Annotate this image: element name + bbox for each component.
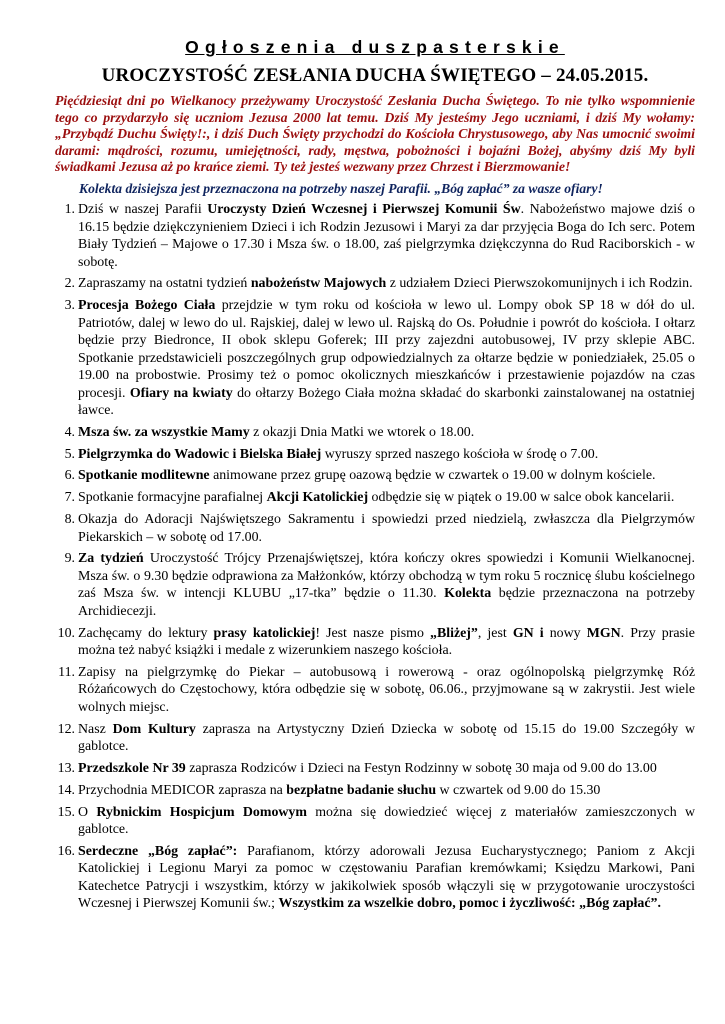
- item-text-bold: Spotkanie modlitewne: [78, 468, 210, 484]
- item-text: Zapraszamy na ostatni tydzień: [78, 276, 251, 292]
- item-text-bold: nabożeństw Majowych: [250, 276, 387, 292]
- bulletin-header: Ogłoszenia duszpasterskie: [185, 37, 565, 57]
- item-text: w czwartek od 9.00 do 15.30: [436, 782, 601, 798]
- item-text-bold: bezpłatne badanie słuchu: [286, 782, 437, 798]
- item-text: animowane przez grupę oazową będzie w czwartek o 19.00 w dolnym kościele.: [209, 468, 656, 484]
- item-number: 4.: [64, 424, 75, 440]
- item-text: O: [78, 804, 97, 820]
- item-text: zaprasza Rodziców i Dzieci na Festyn Rodzinny w sobotę 30 maja od 9.00 do 13.00: [185, 761, 657, 777]
- announcement-item: [55, 446, 695, 464]
- item-number: 16.: [57, 843, 75, 859]
- announcement-item: [55, 201, 695, 271]
- announcement-item: [55, 625, 695, 660]
- item-number: 13.: [57, 761, 75, 777]
- item-text: zaprasza na Artystyczny Dzień Dziecka w sobotę od 15.15 do 19.00 Szczegóły w gablotce.: [78, 721, 695, 755]
- item-text: z okazji Dnia Matki we wtorek o 18.00.: [249, 424, 475, 440]
- item-text: . Nabożeństwo majowe dziś o 16.15 będzie dziękczynieniem Dzieci i ich Rodzin Jezusowi i Maryi za dar przyjęcia Boga do Ich serc. Potem Biały Tydzień – Majowe o 17.30 i Msza św. o 18.00, zaś pielgrzymka dziękczynna do Rud Raciborskich - w sobotę.: [78, 202, 695, 270]
- intro-paragraph: Pięćdziesiąt dni po Wielkanocy przeżywamy Uroczystość Zesłania Ducha Świętego. To nie tylko wspomnienie tego co przydarzyło się uczniom Jezusa 2000 lat temu. Dziś My jesteśmy Jego uczniami, i dziś My wołamy: „Przybądź Duchu Święty!:, i dziś Duch Święty przychodzi do Kościoła Chrystusowego, aby Nas umocnić swoimi darami: mądrości, rozumu, umiejętności, rady, męstwa, pobożności i bojaźni Bożej, abyśmy dziś My byli świadkami Jezusa aż po krańce ziemi. Ty też jesteś wezwany przez Chrzest i Bierzmowanie!: [55, 93, 695, 174]
- item-text: Dziś w naszej Parafii: [78, 202, 208, 217]
- item-text: Przychodnia MEDICOR zaprasza na: [78, 782, 287, 798]
- item-text: można się dowiedzieć więcej z materiałów zamieszczonych w gablotce.: [78, 804, 695, 838]
- item-text-bold: GN i: [512, 625, 544, 641]
- announcement-item: [55, 843, 695, 913]
- item-text: nowy: [543, 625, 587, 641]
- item-number: 9.: [64, 551, 75, 567]
- item-text-bold: Kolekta: [444, 586, 492, 602]
- item-text-bold: Akcji Katolickiej: [266, 490, 369, 506]
- item-number: 12.: [57, 721, 75, 737]
- announcement-item: [55, 782, 695, 800]
- item-text: . Przy prasie można też nabyć książki i medale z wizerunkiem naszego kościoła.: [78, 625, 695, 659]
- bulletin-page: [55, 36, 695, 917]
- announcement-item: [55, 721, 695, 756]
- item-text: odbędzie się w piątek o 19.00 w salce obok kancelarii.: [368, 490, 675, 506]
- item-number: 2.: [64, 276, 75, 292]
- item-text: ! Jest nasze pismo: [315, 625, 431, 641]
- item-number: 11.: [58, 664, 75, 680]
- item-text: wyruszy sprzed naszego kościoła w środę o 7.00.: [321, 446, 599, 462]
- item-number: 5.: [64, 446, 75, 462]
- page-title: UROCZYSTOŚĆ ZESŁANIA DUCHA ŚWIĘTEGO – 24.05.2015.: [101, 65, 649, 86]
- announcement-item: [55, 550, 695, 620]
- item-text: z udziałem Dzieci Pierwszokomunijnych i ich Rodzin.: [386, 276, 693, 292]
- collection-note: Kolekta dzisiejsza jest przeznaczona na potrzeby naszej Parafii. „Bóg zapłać” za wasze ofiary!: [79, 180, 603, 196]
- item-number: 14.: [57, 782, 75, 798]
- announcement-item: [55, 467, 695, 485]
- announcement-item: [55, 297, 695, 420]
- item-text-bold: Procesja Bożego Ciała: [78, 298, 216, 314]
- item-text: , jest: [477, 625, 513, 641]
- item-text: będzie przeznaczona na potrzeby Archidiecezji.: [78, 586, 695, 619]
- item-text-bold: Przedszkole Nr 39: [78, 761, 186, 777]
- item-text: Uroczystość Trójcy Przenajświętszej, która kończy okres spowiedzi i Komunii Wielkanocnej. Msza św. o 9.30 będzie odprawiona za Małżonków, którzy obchodzą w tym roku 5 rocznicę ślubu kościelnego zaś Msza św. w intencji KLUBU „17-tka” będzie o 11.30.: [78, 551, 695, 602]
- item-number: 8.: [64, 512, 75, 528]
- item-text: do ołtarzy Bożego Ciała można składać do skarbonki zainstalowanej na ostatniej ławce.: [78, 385, 695, 419]
- item-number: 6.: [64, 468, 75, 484]
- announcement-item: [55, 760, 695, 778]
- item-text: Okazja do Adoracji Najświętszego Sakramentu i spowiedzi przed niedzielą, zwłaszcza dla Pielgrzymów Piekarskich – w sobotę od 17.00.: [78, 512, 695, 545]
- item-text-bold: Serdeczne „Bóg zapłać”:: [78, 843, 238, 859]
- item-number: 1.: [64, 202, 75, 217]
- item-number: 15.: [57, 804, 75, 820]
- item-text-bold: Pielgrzymka do Wadowic i Bielska Białej: [78, 446, 322, 462]
- item-text: Zapisy na pielgrzymkę do Piekar – autobusową i rowerową - oraz ogólnopolską pielgrzymkę Róż Różańcowych do Częstochowy, która odbędzie się w sobotę, 06.06., przyjmowane są w zakrystii. Jest wiele wolnych miejsc.: [78, 664, 695, 715]
- announcement-item: [55, 511, 695, 546]
- item-text-bold: Za tydzień: [78, 551, 144, 567]
- item-number: 3.: [64, 298, 75, 314]
- announcements-list: [55, 201, 695, 913]
- item-text-bold: Wszystkim za wszelkie dobro, pomoc i życzliwość: „Bóg zapłać”.: [278, 896, 661, 912]
- announcement-item: [55, 664, 695, 717]
- announcement-item: [55, 424, 695, 442]
- item-text: przejdzie w tym roku od kościoła w lewo ul. Lompy obok SP 18 w dół do ul. Patriotów, dalej w lewo do ul. Rajskiej, dalej w lewo ul. Rajską do Os. Południe i powrót do kościoła. I ołtarz będzie przy Biedronce, II obok sklepu Goferek; III przy zajezdni autobusowej, IV przy sklepie ABC. Spotkanie przedstawicieli poszczególnych grup odpowiedzialnych za ołtarze będzie w poniedziałek, 25.05 o 19.00 na probostwie. Prosimy też o pomoc okolicznych mieszkańców i przestawienie pojazdów na czas procesji.: [78, 298, 695, 401]
- item-number: 7.: [64, 490, 75, 506]
- item-text-bold: Uroczysty Dzień Wczesnej i Pierwszej Komunii Św: [207, 202, 521, 217]
- item-text-bold: Ofiary na kwiaty: [129, 385, 233, 401]
- announcement-item: [55, 489, 695, 507]
- item-text-bold: „Bliżej”: [430, 625, 478, 641]
- item-text: Zachęcamy do lektury: [78, 625, 214, 641]
- item-text-bold: prasy katolickiej: [213, 625, 316, 641]
- item-text-bold: MGN: [586, 625, 621, 641]
- item-text: Nasz: [78, 721, 113, 737]
- item-text-bold: Rybnickim Hospicjum Domowym: [96, 804, 307, 820]
- item-number: 10.: [57, 625, 75, 641]
- announcement-item: [55, 804, 695, 839]
- item-text-bold: Msza św. za wszystkie Mamy: [78, 424, 250, 440]
- item-text: Parafianom, którzy adorowali Jezusa Eucharystycznego; Paniom z Akcji Katolickiej i Legionu Maryi za pomoc w częstowaniu Parafian kremówkami; Księdzu Markowi, Pani Katechetce Patrycji i wszystkim, którzy w jakikolwiek sposób włączyli się w przygotowanie uroczystości Wczesnej i Pierwszej Komunii św.;: [78, 843, 696, 912]
- item-text: Spotkanie formacyjne parafialnej: [78, 490, 267, 506]
- item-text-bold: Dom Kultury: [112, 721, 196, 737]
- announcement-item: [55, 275, 695, 293]
